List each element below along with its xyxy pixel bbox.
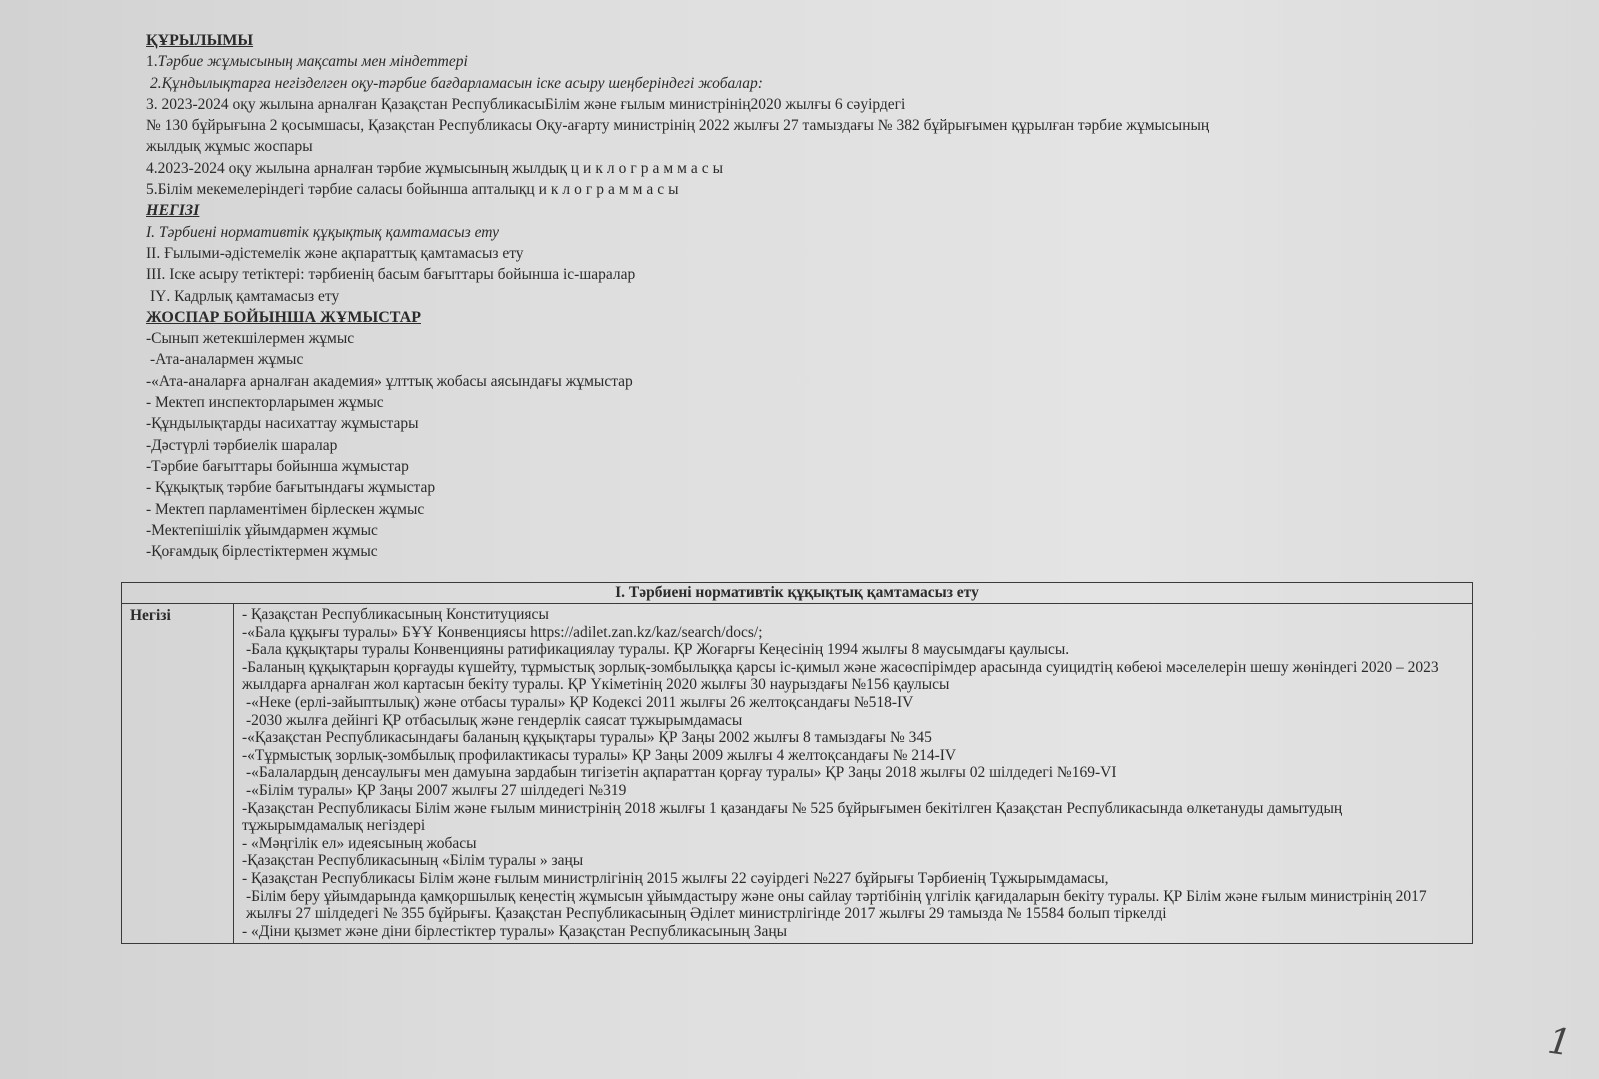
structure-item-5-spaced: иклограммасы [538, 181, 683, 199]
normative-table [121, 582, 1473, 944]
work-item: -Тәрбие бағыттары бойынша жұмыстар [146, 457, 409, 475]
structure-item-1 [146, 51, 1476, 72]
work-item: - Мектеп парламентімен бірлескен жұмыс [146, 500, 425, 518]
structure-item-3-cont2: жылдық жұмыс жоспары [146, 138, 313, 156]
structure-heading: ҚҰРЫЛЫМЫ [146, 32, 254, 49]
list-item: -«Қазақстан Республикасындағы баланың құқықтары туралы» ҚР Заңы 2002 жылғы 8 тамыздағы № 345 [242, 729, 932, 747]
basis-item-4: ІҮ. Кадрлық қамтамасыз ету [150, 287, 340, 305]
structure-item-3-cont: № 130 бұйрығына 2 қосымшасы, Қазақстан Республикасы Оқу-ағарту министрінің 2022 жылғы 27 тамыздағы № 382 бұйрығымен құрылған тәрбие жұмысының [146, 117, 1210, 135]
table-header-row [122, 583, 1473, 604]
work-item: -Мектепішілік ұйымдармен жұмыс [146, 521, 378, 539]
basis-heading: НЕГІЗІ [146, 202, 200, 220]
structure-item-3: 3. 2023-2024 оқу жылына арналған Қазақстан РеспубликасыБілім және ғылым министрінің2020 жылғы 6 сәуірдегі [146, 95, 906, 113]
work-item: - Құқықтық тәрбие бағытындағы жұмыстар [146, 479, 436, 497]
list-item: - «Діни қызмет және діни бірлестіктер туралы» Қазақстан Республикасының Заңы [242, 922, 788, 940]
work-item: -Дәстүрлі тәрбиелік шаралар [146, 436, 338, 454]
structure-item-5-text: 5.Білім мекемелеріндегі тәрбие саласы бойынша апталықц [146, 181, 535, 199]
structure-item-5 [146, 179, 1476, 200]
list-item: -«Бала құқығы туралы» БҰҰ Конвенциясы https://adilet.zan.kz/kaz/search/docs/; [242, 623, 763, 641]
row-items [234, 604, 1473, 944]
structure-section [146, 30, 1476, 562]
list-item: -Білім беру ұйымдарында қамқоршылық кеңестің жұмысын ұйымдастыру және оны сайлау тәртібінің үлгілік қағидаларын бекіту туралы. ҚР Білім және ғылым министрінің 2017 жылғы 27 шілдедегі № 355 бұйрығы. Қазақстан Республикасының Әділет министрлігінде 2017 жылғы 29 тамызда № 15584 болып тіркелді [246, 887, 1427, 923]
list-item: -«Тұрмыстық зорлық-зомбылық профилактикасы туралы» ҚР Заңы 2009 жылғы 4 желтоқсандағы № 214-IV [242, 746, 957, 764]
work-item: -Ата-аналармен жұмыс [150, 351, 304, 369]
structure-item-2: 2.Құндылықтарға негізделген оқу-тәрбие бағдарламасын іске асыру шеңберіндегі жобалар: [150, 74, 763, 92]
list-item: -Баланың құқықтарын қорғауды күшейту, тұрмыстық зорлық-зомбылыққа қарсы іс-қимыл және жасөспірімдер арасында суицидтің көбеюі мәселелерін шешу жөніндегі 2020 – 2023 жылдарға арналған жол картасын бекіту туралы. ҚР Үкіметінің 2020 жылғы 30 наурыздағы №156 қаулысы [242, 658, 1439, 694]
list-item: -«Балалардың денсаулығы мен дамуына зардабын тигізетін ақпараттан қорғау туралы» ҚР Заңы 2018 жылғы 02 шілдедегі №169-VI [246, 764, 1117, 782]
basis-item-1: І. Тәрбиені нормативтік құқықтық қамтамасыз ету [146, 223, 499, 241]
structure-item-1-number: 1. [146, 53, 158, 71]
list-item: - «Мәңгілік ел» идеясының жобасы [242, 834, 477, 852]
row-label: Негізі [122, 604, 234, 944]
list-item: -«Білім туралы» ҚР Заңы 2007 жылғы 27 шілдедегі №319 [246, 781, 627, 799]
list-item: -Қазақстан Республикасының «Білім туралы » заңы [242, 852, 584, 870]
page-number: 1 [1545, 1020, 1574, 1065]
structure-item-4-text: 4.2023-2024 оқу жылына арналған тәрбие жұмысының жылдық [146, 159, 567, 177]
list-item: -«Неке (ерлі-зайыптылық) және отбасы туралы» ҚР Кодексі 2011 жылғы 26 желтоқсандағы №518-IV [246, 693, 914, 711]
work-item: -Сынып жетекшілермен жұмыс [146, 330, 355, 348]
basis-item-3: ІІІ. Іске асыру тетіктері: тәрбиенің басым бағыттары бойынша іс-шаралар [146, 266, 636, 284]
table-header: І. Тәрбиені нормативтік құқықтық қамтамасыз ету [122, 583, 1473, 604]
work-heading: ЖОСПАР БОЙЫНША ЖҰМЫСТАР [146, 308, 421, 326]
list-item: - Қазақстан Республикасы Білім және ғылым министрлігінің 2015 жылғы 22 сәуірдегі №227 бұйрығы Тәрбиенің Тұжырымдамасы, [242, 869, 1109, 887]
work-item: -Қоғамдық бірлестіктермен жұмыс [146, 543, 378, 561]
list-item: -Қазақстан Республикасы Білім және ғылым министрінің 2018 жылғы 1 қазандағы № 525 бұйрығымен бекітілген Қазақстан Республикасында өлкетануды дамытудың тұжырымдамалық негіздері [242, 799, 1343, 835]
structure-item-4 [146, 158, 1476, 179]
work-item: -Құндылықтарды насихаттау жұмыстары [146, 415, 419, 433]
table-row [122, 604, 1473, 944]
structure-item-4-spaced: циклограммасы [570, 159, 728, 177]
structure-item-1-text: Тәрбие жұмысының мақсаты мен міндеттері [157, 53, 468, 71]
work-item: -«Ата-аналарға арналған академия» ұлттық жобасы аясындағы жұмыстар [146, 372, 633, 390]
list-item: -2030 жылға дейінгі ҚР отбасылық және гендерлік саясат тұжырымдамасы [246, 711, 743, 729]
list-item: -Бала құқықтары туралы Конвенцияны ратификациялау туралы. ҚР Жоғарғы Кеңесінің 1994 жылғы 8 маусымдағы қаулысы. [246, 641, 1070, 659]
list-item: - Қазақстан Республикасының Конституциясы [242, 606, 549, 623]
work-item: - Мектеп инспекторларымен жұмыс [146, 394, 384, 412]
basis-item-2: ІІ. Ғылыми-әдістемелік және ақпараттық қамтамасыз ету [146, 244, 524, 262]
